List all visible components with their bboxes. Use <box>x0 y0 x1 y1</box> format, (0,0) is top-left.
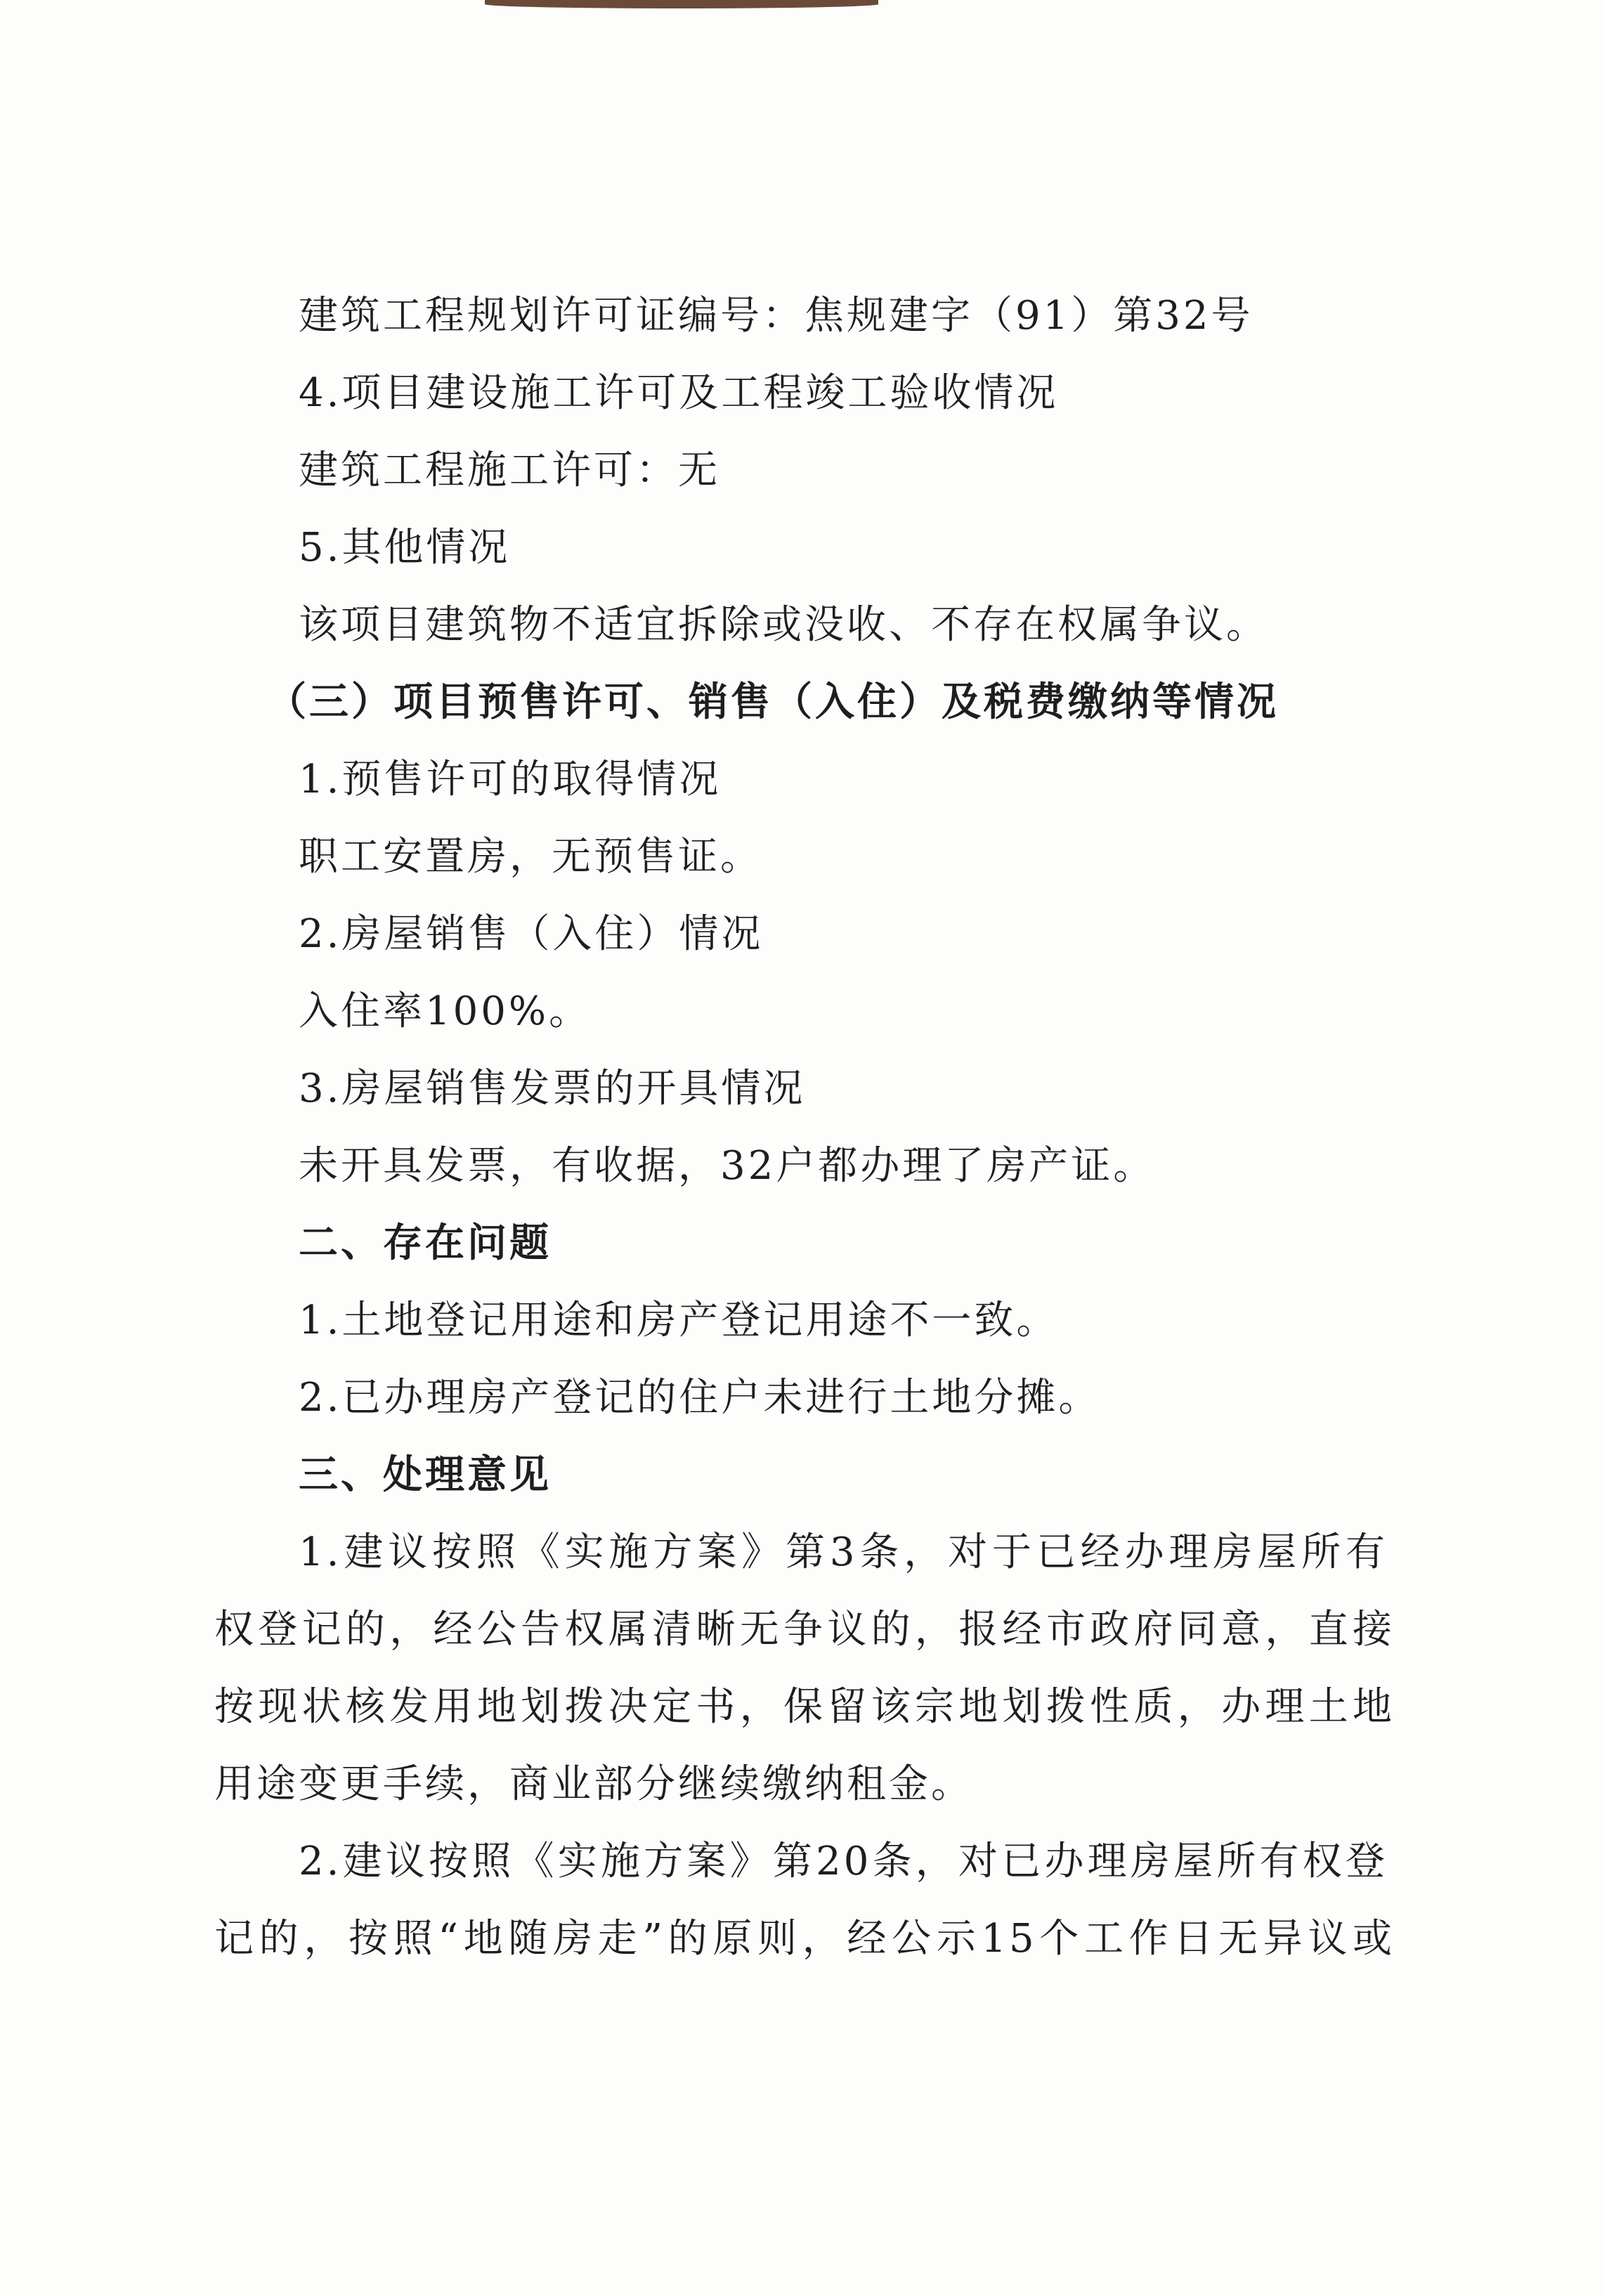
opinion-2-line-2: 记的，按照“地随房走”的原则，经公示15个工作日无异议或 <box>214 1916 1395 1962</box>
opinions-heading: 三、处理意见 <box>299 1452 552 1498</box>
sales-heading: 2.房屋销售（入住）情况 <box>299 911 764 957</box>
item-5-heading: 5.其他情况 <box>299 525 511 570</box>
invoice-info-line: 未开具发票，有收据，32户都办理了房产证。 <box>299 1143 1156 1189</box>
problem-2: 2.已办理房产登记的住户未进行土地分摊。 <box>299 1375 1101 1421</box>
section-3-heading: （三）项目预售许可、销售（入住）及税费缴纳等情况 <box>267 679 1279 725</box>
opinion-1-line-1: 1.建议按照《实施方案》第3条，对于已经办理房屋所有 <box>299 1529 1388 1575</box>
construction-permit-line: 建筑工程施工许可：无 <box>299 448 720 493</box>
problem-1: 1.土地登记用途和房产登记用途不一致。 <box>299 1298 1059 1343</box>
opinion-1-line-2: 权登记的，经公告权属清晰无争议的，报经市政府同意，直接 <box>214 1607 1395 1652</box>
other-info-line: 该项目建筑物不适宜拆除或没收、不存在权属争议。 <box>299 602 1268 648</box>
permit-number-line: 建筑工程规划许可证编号：焦规建字（91）第32号 <box>299 293 1253 339</box>
occupancy-line: 入住率100%。 <box>299 989 592 1034</box>
presale-heading: 1.预售许可的取得情况 <box>299 757 722 802</box>
problems-heading: 二、存在问题 <box>299 1220 552 1266</box>
presale-info-line: 职工安置房，无预售证。 <box>299 834 762 880</box>
opinion-1-line-4: 用途变更手续，商业部分继续缴纳租金。 <box>214 1761 973 1807</box>
scan-edge-mark <box>485 0 878 8</box>
opinion-2-line-1: 2.建议按照《实施方案》第20条，对已办理房屋所有权登 <box>299 1839 1388 1884</box>
opinion-1-line-3: 按现状核发用地划拨决定书，保留该宗地划拨性质，办理土地 <box>214 1684 1395 1730</box>
item-4-heading: 4.项目建设施工许可及工程竣工验收情况 <box>299 370 1059 416</box>
invoice-heading: 3.房屋销售发票的开具情况 <box>299 1066 806 1111</box>
